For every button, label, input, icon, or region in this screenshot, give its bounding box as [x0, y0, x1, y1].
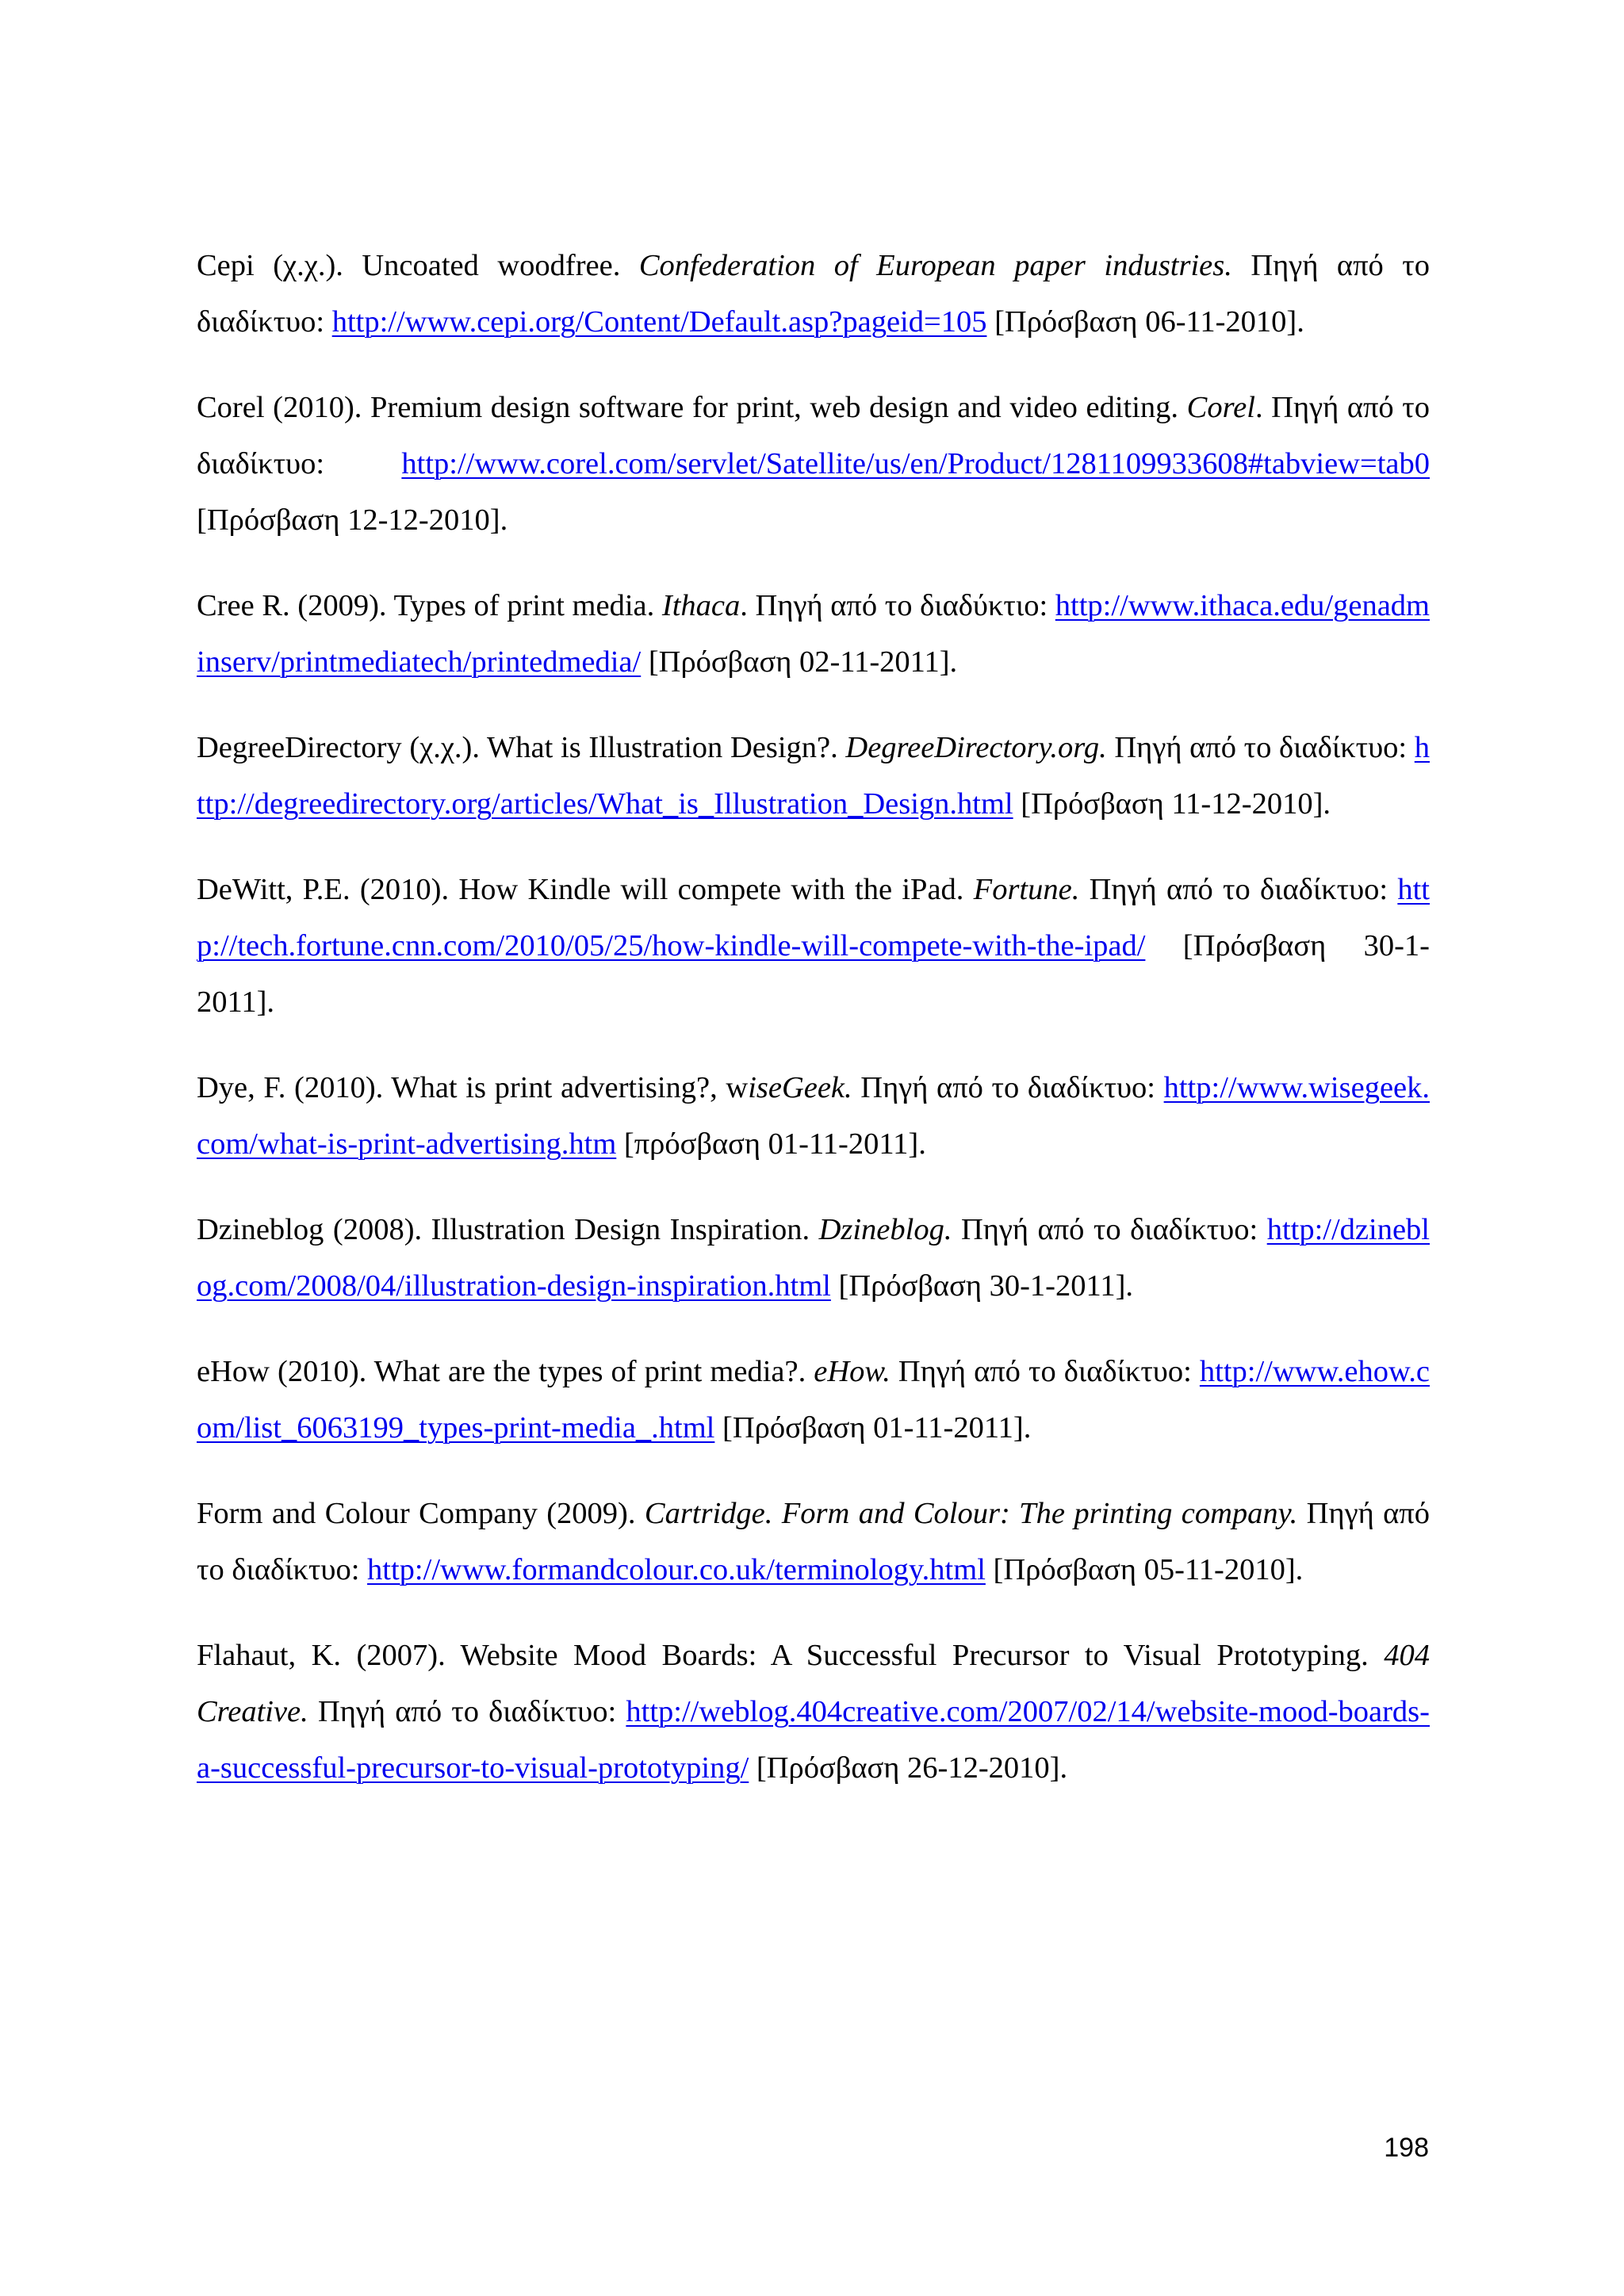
reference-entry [197, 1486, 1430, 1598]
reference-entry [197, 862, 1430, 1031]
reference-text: Πηγή από το διαδίκτυο: [952, 1213, 1267, 1246]
reference-link[interactable]: http://dzineblog.com/2008/04/illustration-design-inspiration.html [197, 1213, 1430, 1303]
reference-entry [197, 380, 1430, 549]
reference-access-date: [Πρόσβαση 12-12-2010]. [197, 503, 508, 537]
reference-link[interactable]: http://degreedirectory.org/articles/What_is_Illustration_Design.html [197, 731, 1430, 821]
reference-text: Form and Colour Company (2009). [197, 1497, 645, 1530]
reference-source: Ithaca [661, 589, 741, 622]
reference-link[interactable]: http://www.wisegeek.com/what-is-print-advertising.htm [197, 1071, 1430, 1161]
reference-link[interactable]: http://www.ehow.com/list_6063199_types-print-media_.html [197, 1355, 1430, 1445]
reference-source: 404 Creative. [197, 1639, 1430, 1728]
reference-source: Fortune. [973, 873, 1080, 906]
reference-entry [197, 1202, 1430, 1314]
reference-text: . Πηγή από το διαδύκτιο: [740, 589, 1055, 622]
reference-text: Dye, F. (2010). What is print advertising?, w [197, 1071, 749, 1104]
reference-source: Corel [1186, 391, 1255, 424]
reference-source: Confederation of European paper industries. [638, 249, 1232, 282]
reference-text: Πηγή από το διαδίκτυο: [1106, 731, 1415, 764]
reference-list [197, 238, 1430, 1826]
reference-text: Flahaut, K. (2007). Website Mood Boards: A Successful Precursor to Visual Prototyping. [197, 1639, 1385, 1672]
reference-entry [197, 578, 1430, 691]
reference-source: DegreeDirectory.org. [845, 731, 1107, 764]
reference-link[interactable]: http://www.cepi.org/Content/Default.asp?pageid=105 [331, 305, 987, 339]
reference-access-date: [Πρόσβαση 30-1-2011]. [197, 929, 1430, 1019]
reference-text: Πηγή από το διαδίκτυο: [1079, 873, 1398, 906]
reference-access-date: [Πρόσβαση 01-11-2011]. [714, 1411, 1032, 1445]
reference-entry [197, 1628, 1430, 1797]
reference-link[interactable]: http://www.ithaca.edu/genadminserv/printmediatech/printedmedia/ [197, 589, 1430, 679]
reference-link[interactable]: http://weblog.404creative.com/2007/02/14/website-mood-boards-a-successful-precursor-to-visual-prototyping/ [197, 1695, 1430, 1785]
reference-text: Πηγή από το διαδίκτυο: [308, 1695, 626, 1728]
reference-link[interactable]: http://www.formandcolour.co.uk/terminology.html [367, 1553, 986, 1586]
reference-text: Πηγή από το διαδίκτυο: [197, 249, 1430, 339]
reference-text: Cepi (χ.χ.). Uncoated woodfree. [197, 249, 639, 282]
reference-access-date: [Πρόσβαση 30-1-2011]. [830, 1269, 1134, 1303]
reference-link[interactable]: http://tech.fortune.cnn.com/2010/05/25/how-kindle-will-compete-with-the-ipad/ [197, 873, 1431, 962]
page-number: 198 [1384, 2133, 1429, 2163]
reference-entry [197, 238, 1430, 350]
reference-source: Cartridge. Form and Colour: The printing company. [644, 1497, 1298, 1530]
reference-entry [197, 720, 1430, 832]
reference-link[interactable]: http://www.corel.com/servlet/Satellite/us/en/Product/1281109933608#tabview=tab0 [401, 447, 1430, 480]
reference-access-date: [Πρόσβαση 02-11-2011]. [641, 645, 958, 679]
reference-text: eHow (2010). What are the types of print media?. [197, 1355, 814, 1388]
reference-text: DegreeDirectory (χ.χ.). What is Illustration Design?. [197, 731, 846, 764]
reference-source: eHow. [814, 1355, 891, 1388]
reference-text: Πηγή από το διαδίκτυο: [852, 1071, 1164, 1104]
reference-text: DeWitt, P.E. (2010). How Kindle will compete with the iPad. [197, 873, 974, 906]
reference-text: Dzineblog (2008). Illustration Design Inspiration. [197, 1213, 819, 1246]
reference-text: Πηγή από το διαδίκτυο: [890, 1355, 1200, 1388]
reference-access-date: [Πρόσβαση 11-12-2010]. [1013, 787, 1331, 821]
reference-text: Cree R. (2009). Types of print media. [197, 589, 662, 622]
reference-access-date: [Πρόσβαση 05-11-2010]. [985, 1553, 1304, 1586]
reference-source: iseGeek. [748, 1071, 852, 1104]
reference-text: . Πηγή από το διαδίκτυο: [197, 391, 1430, 480]
reference-entry [197, 1060, 1430, 1173]
reference-text: Πηγή από το διαδίκτυο: [197, 1497, 1430, 1586]
reference-text: Corel (2010). Premium design software for print, web design and video editing. [197, 391, 1187, 424]
reference-access-date: [Πρόσβαση 26-12-2010]. [749, 1751, 1068, 1785]
reference-source: Dzineblog. [818, 1213, 952, 1246]
reference-access-date: [πρόσβαση 01-11-2011]. [616, 1127, 926, 1161]
reference-entry [197, 1344, 1430, 1456]
reference-access-date: [Πρόσβαση 06-11-2010]. [986, 305, 1304, 339]
